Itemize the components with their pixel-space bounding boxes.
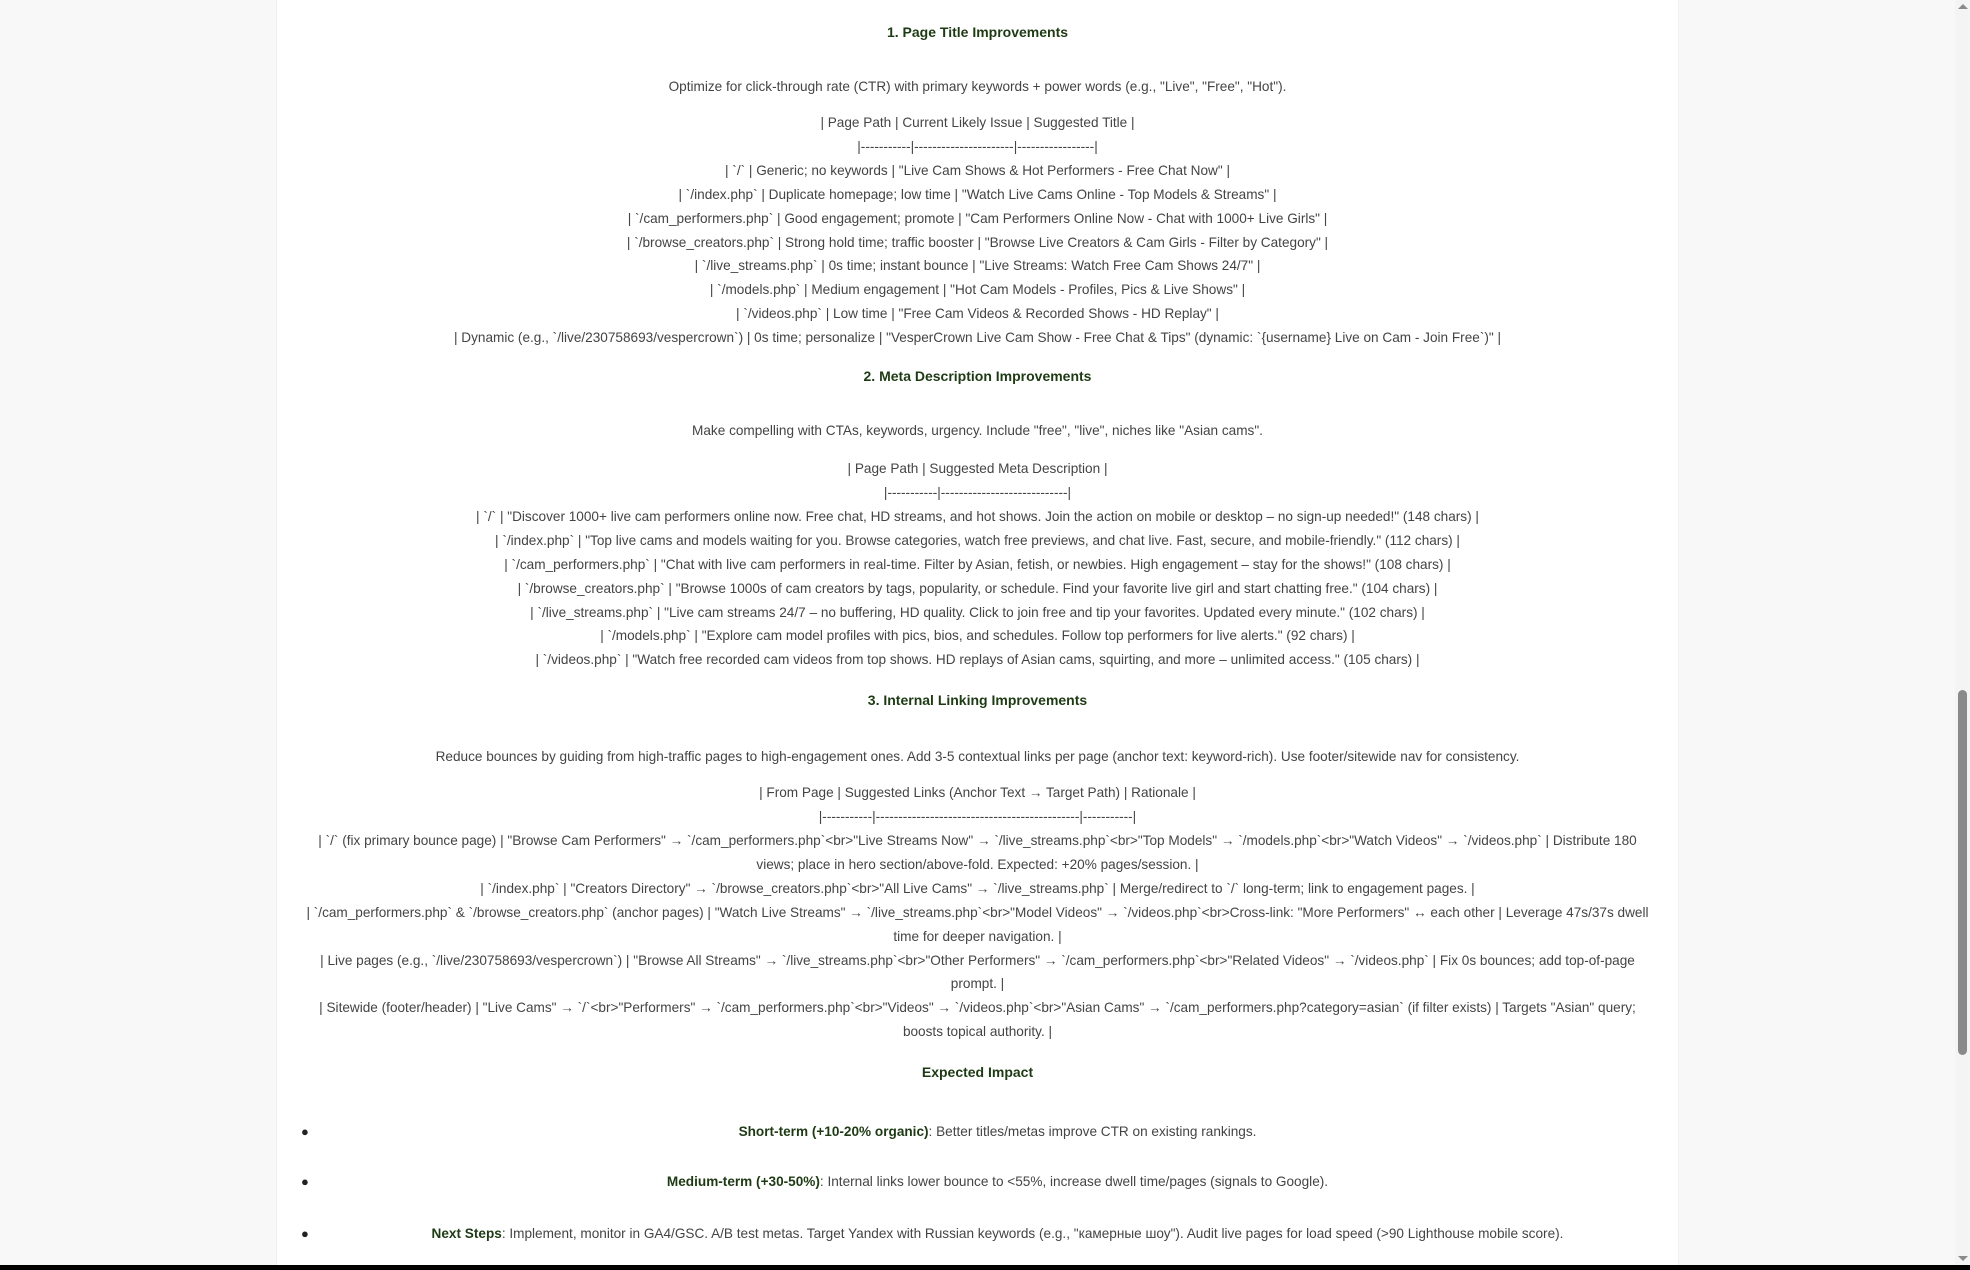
impact-text: : Implement, monitor in GA4/GSC. A/B test metas. Target Yandex with Russian keywords (e.g., "камерные шоу"). Audit live pages for load speed (>90 Lighthouse mobile score). bbox=[501, 1226, 1564, 1242]
impact-label: Medium-term (+30-50%) bbox=[666, 1174, 820, 1190]
section-page-titles bbox=[277, 20, 1678, 350]
bottom-edge-bar bbox=[0, 1265, 1970, 1270]
section-intro: Make compelling with CTAs, keywords, urgency. Include "free", "live", niches like "Asian cams". bbox=[692, 423, 1263, 439]
section-heading: 3. Internal Linking Improvements bbox=[867, 692, 1088, 709]
table-row: | `/live_streams.php` | "Live cam streams 24/7 – no buffering, HD quality. Click to join free and tip your favorites. Updated every minute." (102 chars) | bbox=[530, 604, 1425, 620]
table-row: | `/browse_creators.php` | Strong hold time; traffic booster | "Browse Live Creators & Cam Girls - Filter by Category" | bbox=[626, 234, 1329, 250]
section-heading: 2. Meta Description Improvements bbox=[863, 368, 1092, 385]
table-row: | Dynamic (e.g., `/live/230758693/vespercrown`) | 0s time; personalize | "VesperCrown Live Cam Show - Free Chat & Tips" (dynamic: `{username} Live on Cam - Join Free`)" | bbox=[453, 330, 1502, 346]
impact-text: : Internal links lower bounce to <55%, increase dwell time/pages (signals to Google). bbox=[819, 1174, 1329, 1190]
section-heading: Expected Impact bbox=[921, 1064, 1034, 1081]
vertical-scrollbar[interactable] bbox=[1955, 0, 1970, 1265]
table-row: | `/models.php` | "Explore cam model profiles with pics, bios, and schedules. Follow top performers for live alerts." (92 chars) | bbox=[600, 628, 1355, 644]
section-expected-impact bbox=[277, 1060, 1678, 1246]
table-row: | Sitewide (footer/header) | "Live Cams" → `/`<br>"Performers" → `/cam_performers.php`<br>"Videos" → `/videos.php`<br>"Asian Cams" → `/cam_performers.php?category=asian` (if filter exists) | Targets "Asian" query; boosts topical authority. | bbox=[319, 1000, 1636, 1040]
section-intro: Reduce bounces by guiding from high-traffic pages to high-engagement ones. Add 3-5 contextual links per page (anchor text: keyword-rich). Use footer/sitewide nav for consistency. bbox=[435, 749, 1520, 765]
impact-label: Next Steps bbox=[431, 1226, 502, 1242]
list-item bbox=[277, 1120, 1678, 1144]
scroll-down-arrow-icon[interactable] bbox=[1958, 1256, 1968, 1261]
table-row: | `/index.php` | "Creators Directory" → `/browse_creators.php`<br>"All Live Cams" → `/live_streams.php` | Merge/redirect to `/` long-term; link to engagement pages. | bbox=[480, 880, 1475, 896]
section-heading: 1. Page Title Improvements bbox=[886, 24, 1069, 40]
table-row: | `/index.php` | "Top live cams and models waiting for you. Browse categories, watch free previews, and chat live. Fast, secure, and mobile-friendly." (112 chars) | bbox=[495, 532, 1460, 548]
document-panel bbox=[276, 0, 1679, 1265]
table-row: | `/cam_performers.php` & `/browse_creators.php` (anchor pages) | "Watch Live Streams" → `/live_streams.php`<br>"Model Videos" → `/videos.php`<br>Cross-link: "More Performers" ↔ each other | Leverage 47s/37s dwell time for deeper navigation. | bbox=[306, 904, 1649, 944]
impact-label: Short-term (+10-20% organic) bbox=[738, 1124, 929, 1140]
bullet-icon: ● bbox=[301, 1226, 309, 1242]
table-row: | `/` | "Discover 1000+ live cam performers online now. Free chat, HD streams, and hot shows. Join the action on mobile or desktop – no sign-up needed!" (148 chars) | bbox=[476, 508, 1479, 524]
document-content bbox=[277, 0, 1678, 1246]
bullet-icon: ● bbox=[301, 1174, 309, 1190]
table-row: | `/models.php` | Medium engagement | "Hot Cam Models - Profiles, Pics & Live Shows" | bbox=[709, 282, 1246, 298]
table-row: | `/videos.php` | "Watch free recorded cam videos from top shows. HD replays of Asian cams, squirting, and more – unlimited access." (105 chars) | bbox=[535, 652, 1420, 668]
impact-list bbox=[277, 1120, 1678, 1246]
table-row: | Live pages (e.g., `/live/230758693/vespercrown`) | "Browse All Streams" → `/live_streams.php`<br>"Other Performers" → `/cam_performers.php`<br>"Related Videos" → `/videos.php` | Fix 0s bounces; add top-of-page prompt. | bbox=[320, 952, 1635, 992]
cut-off-line bbox=[277, 0, 1678, 10]
table-row: | `/` | Generic; no keywords | "Live Cam Shows & Hot Performers - Free Chat Now" | bbox=[725, 162, 1230, 178]
table-row: | `/cam_performers.php` | "Chat with live cam performers in real-time. Filter by Asian, fetish, or newbies. High engagement – stay for the shows!" (108 chars) | bbox=[504, 556, 1451, 572]
table-separator: |-----------|---------------------------------------------|-----------| bbox=[818, 809, 1137, 825]
list-item bbox=[277, 1222, 1678, 1246]
table-header: | From Page | Suggested Links (Anchor Text → Target Path) | Rationale | bbox=[759, 785, 1196, 801]
scrollbar-thumb[interactable] bbox=[1958, 690, 1967, 1055]
table-row: | `/live_streams.php` | 0s time; instant bounce | "Live Streams: Watch Free Cam Shows 24/7" | bbox=[694, 258, 1261, 274]
scroll-up-arrow-icon[interactable] bbox=[1958, 4, 1968, 9]
table-separator: |-----------|----------------------------| bbox=[883, 484, 1072, 500]
table-row: | `/cam_performers.php` | Good engagement; promote | "Cam Performers Online Now - Chat with 1000+ Live Girls" | bbox=[627, 210, 1328, 226]
table-row: | `/videos.php` | Low time | "Free Cam Videos & Recorded Shows - HD Replay" | bbox=[736, 306, 1219, 322]
table-header: | Page Path | Suggested Meta Description | bbox=[847, 461, 1108, 477]
list-item bbox=[277, 1170, 1678, 1194]
table-row: | `/` (fix primary bounce page) | "Browse Cam Performers" → `/cam_performers.php`<br>"Live Streams Now" → `/live_streams.php`<br>"Top Models" → `/models.php`<br>"Watch Videos" → `/videos.php` | Distribute 180 views; place in hero section/above-fold. Expected: +20% pages/session. | bbox=[318, 833, 1637, 872]
table-header: | Page Path | Current Likely Issue | Suggested Title | bbox=[820, 115, 1135, 130]
section-internal-linking bbox=[277, 688, 1678, 1044]
table-row: | `/browse_creators.php` | "Browse 1000s of cam creators by tags, popularity, or schedule. Find your favorite live girl and start chatting free." (104 chars) | bbox=[517, 580, 1438, 596]
bullet-icon: ● bbox=[301, 1124, 309, 1140]
table-separator: |-----------|----------------------|-----------------| bbox=[857, 138, 1098, 154]
section-intro: Optimize for click-through rate (CTR) with primary keywords + power words (e.g., "Live", "Free", "Hot"). bbox=[668, 79, 1287, 94]
section-meta-descriptions bbox=[277, 364, 1678, 672]
table-row: | `/index.php` | Duplicate homepage; low time | "Watch Live Cams Online - Top Models & Streams" | bbox=[678, 186, 1277, 202]
impact-text: : Better titles/metas improve CTR on existing rankings. bbox=[928, 1124, 1257, 1140]
